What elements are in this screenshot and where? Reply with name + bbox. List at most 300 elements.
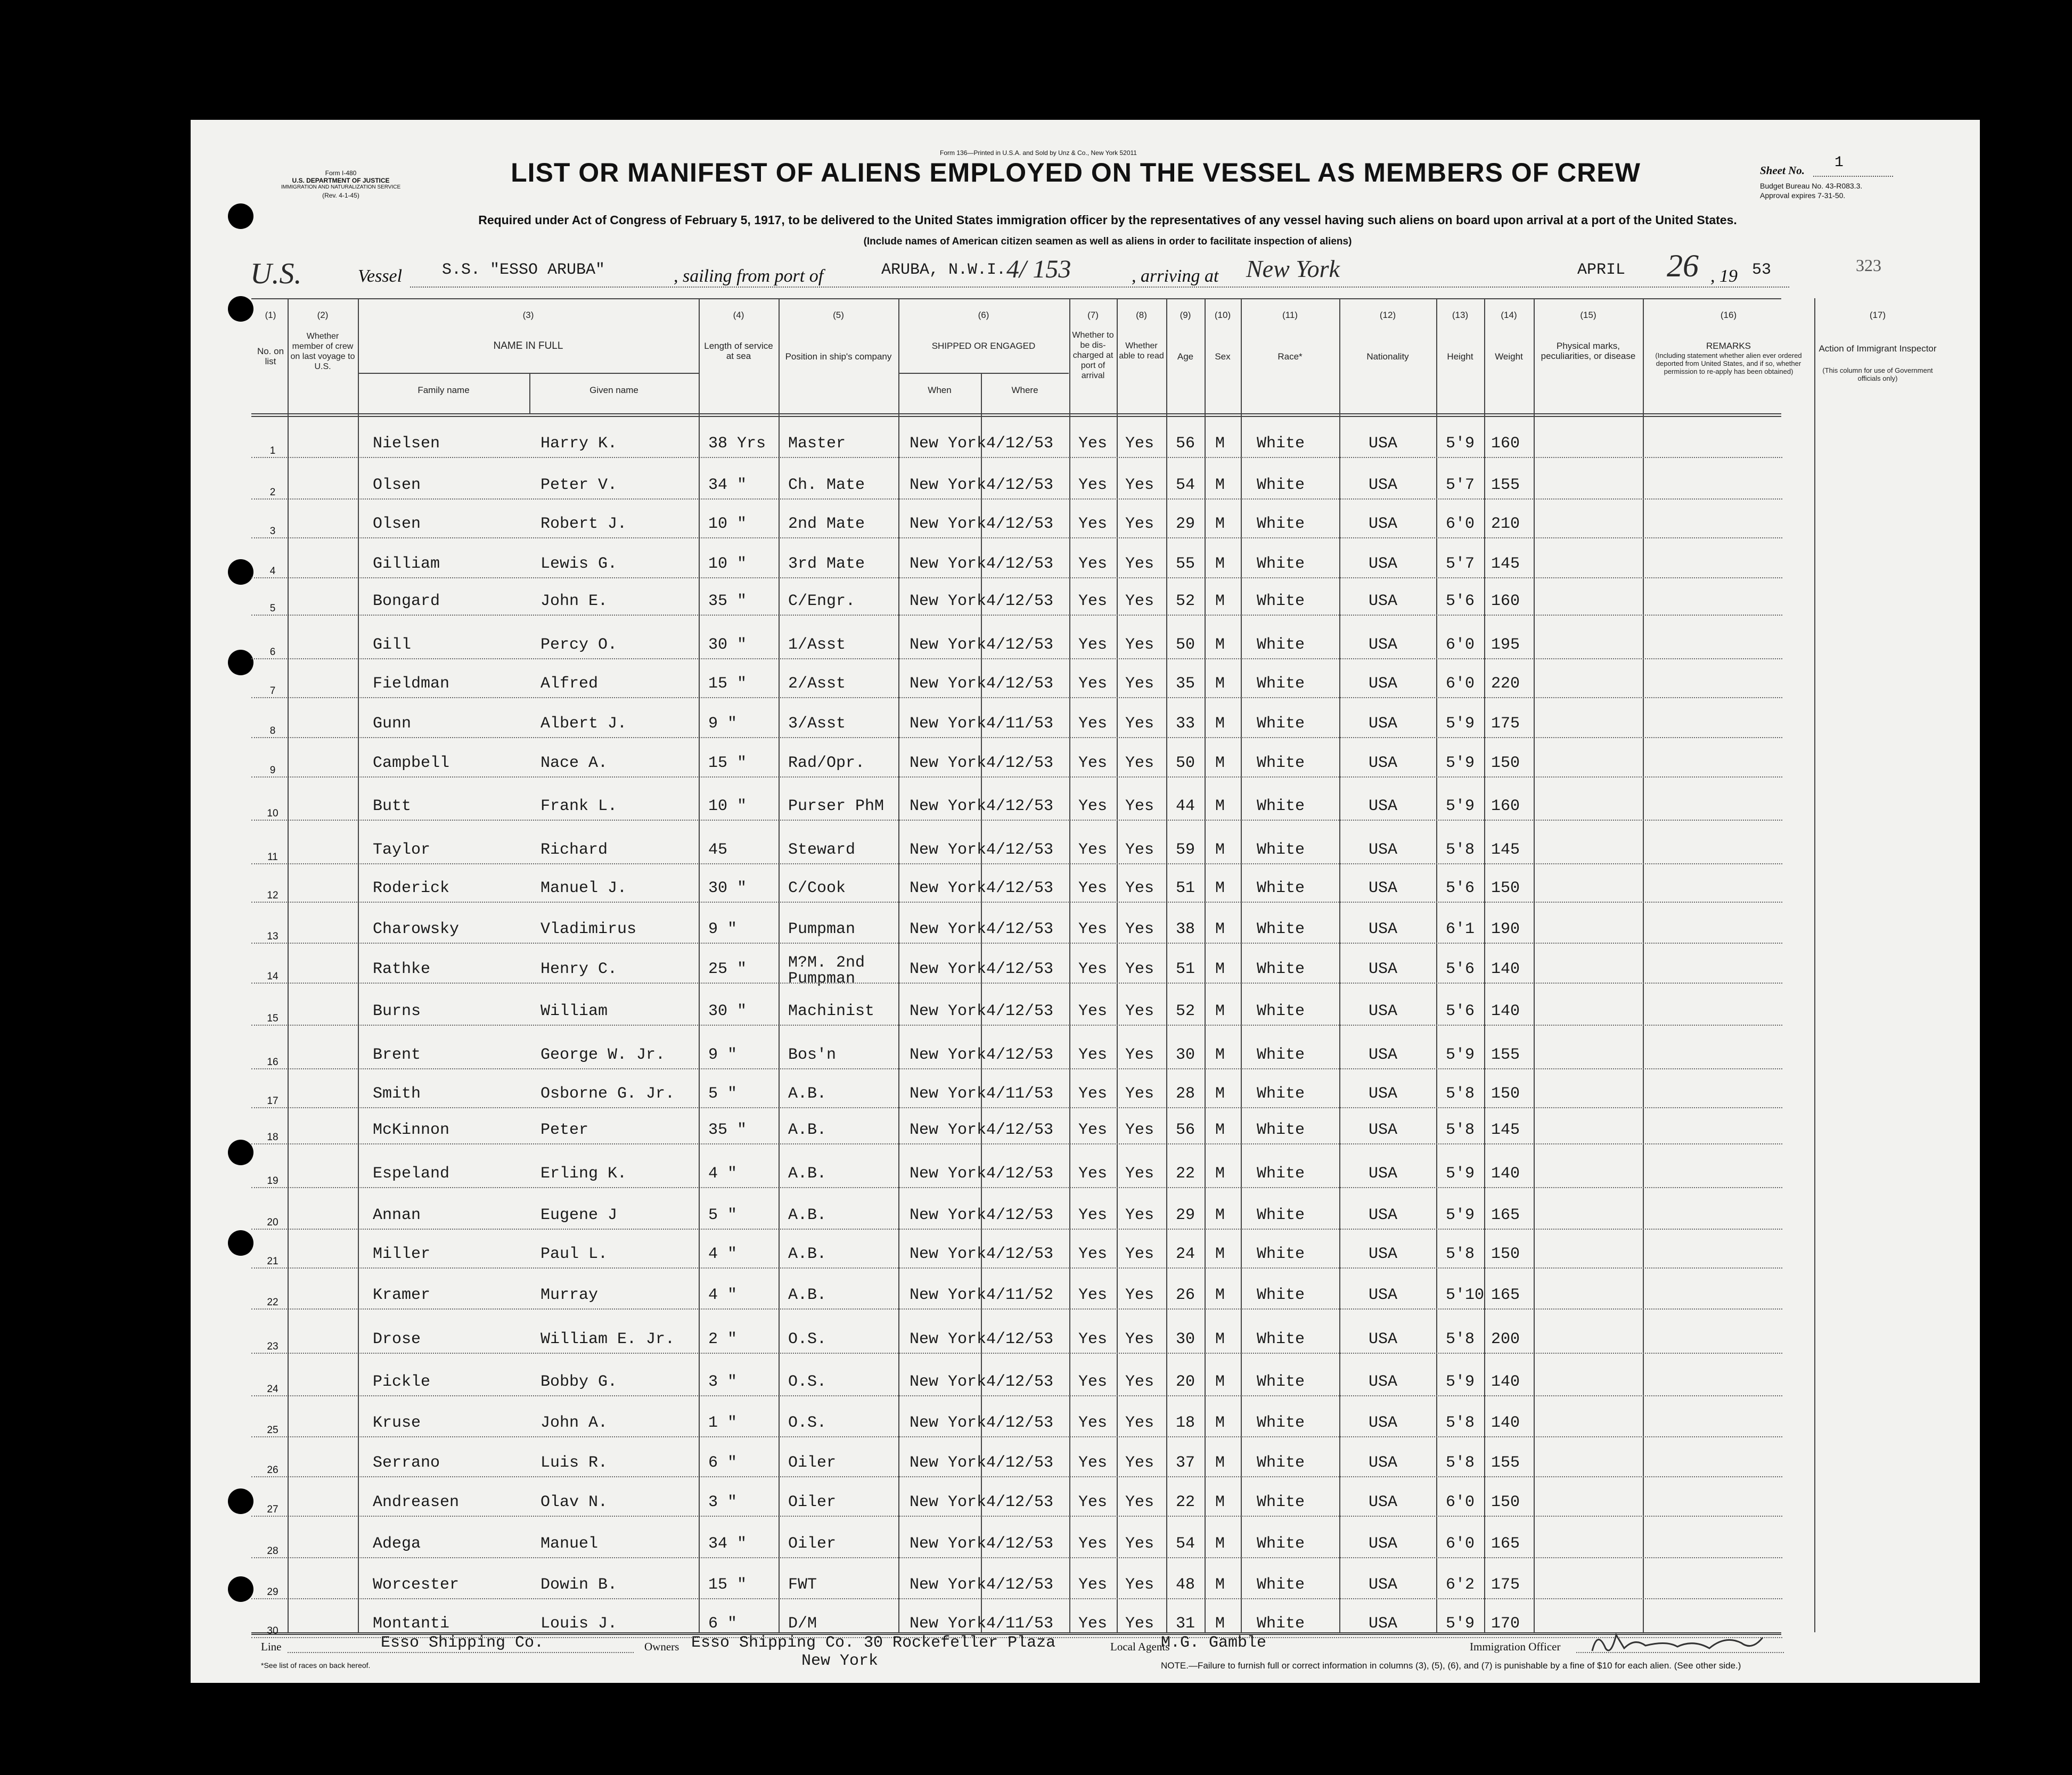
cell-given: John A. bbox=[540, 1414, 608, 1432]
cell-height: 5'9 bbox=[1446, 435, 1475, 453]
cell-discharged: Yes bbox=[1078, 797, 1108, 815]
vessel-label: Vessel bbox=[358, 266, 403, 286]
cell-service: 9 " bbox=[708, 920, 738, 938]
cell-position: A.B. bbox=[788, 1286, 827, 1304]
cell-service: 10 " bbox=[708, 555, 747, 573]
cell-where: 4/12/53 bbox=[986, 841, 1054, 859]
cell-family: Charowsky bbox=[373, 920, 460, 938]
cell-family: Gilliam bbox=[373, 555, 440, 573]
agents-value: M.G. Gamble bbox=[1161, 1634, 1267, 1652]
cell-height: 6'0 bbox=[1446, 515, 1475, 533]
cell-given: Erling K. bbox=[540, 1165, 627, 1183]
cell-sex: M bbox=[1215, 879, 1225, 897]
owners-city: New York bbox=[801, 1652, 879, 1670]
cell-where: 4/12/53 bbox=[986, 797, 1054, 815]
cell-age: 26 bbox=[1176, 1286, 1195, 1304]
cell-nationality: USA bbox=[1369, 1454, 1398, 1472]
cell-position: Bos'n bbox=[788, 1046, 837, 1064]
cell-when: New York bbox=[910, 1454, 987, 1472]
cell-weight: 165 bbox=[1491, 1206, 1520, 1224]
cell-service: 45 bbox=[708, 841, 728, 859]
cell-height: 6'0 bbox=[1446, 636, 1475, 654]
cell-race: White bbox=[1257, 841, 1305, 859]
row-number: 26 bbox=[267, 1465, 279, 1476]
cell-nationality: USA bbox=[1369, 879, 1398, 897]
cell-race: White bbox=[1257, 1002, 1305, 1020]
cell-sex: M bbox=[1215, 715, 1225, 733]
arrival-day: 26 bbox=[1667, 248, 1699, 283]
cell-nationality: USA bbox=[1369, 1206, 1398, 1224]
cell-service: 2 " bbox=[708, 1330, 738, 1348]
cell-age: 56 bbox=[1176, 435, 1195, 453]
cell-when: New York bbox=[910, 636, 987, 654]
cell-discharged: Yes bbox=[1078, 1493, 1108, 1511]
row-divider bbox=[251, 1308, 1782, 1310]
cell-read: Yes bbox=[1125, 960, 1154, 978]
cell-weight: 140 bbox=[1491, 960, 1520, 978]
cell-family: Smith bbox=[373, 1085, 421, 1103]
cell-position: FWT bbox=[788, 1576, 817, 1594]
cell-nationality: USA bbox=[1369, 754, 1398, 772]
row-number: 12 bbox=[267, 890, 279, 901]
cell-family: Campbell bbox=[373, 754, 450, 772]
form-revision: (Rev. 4-1-45) bbox=[322, 192, 359, 199]
cell-read: Yes bbox=[1125, 879, 1154, 897]
cell-when: New York bbox=[910, 1373, 987, 1391]
cell-family: Kruse bbox=[373, 1414, 421, 1432]
cell-service: 38 Yrs bbox=[708, 435, 766, 453]
cell-read: Yes bbox=[1125, 920, 1154, 938]
immigration-officer-label: Immigration Officer bbox=[1470, 1640, 1561, 1653]
cell-discharged: Yes bbox=[1078, 920, 1108, 938]
col-header-no: No. on list bbox=[257, 346, 284, 366]
cell-family: Andreasen bbox=[373, 1493, 460, 1511]
cell-weight: 165 bbox=[1491, 1286, 1520, 1304]
cell-position: 2/Asst bbox=[788, 675, 846, 693]
cell-family: Montanti bbox=[373, 1615, 450, 1633]
cell-where: 4/11/52 bbox=[986, 1286, 1054, 1304]
cell-weight: 145 bbox=[1491, 555, 1520, 573]
cell-service: 10 " bbox=[708, 515, 747, 533]
cell-when: New York bbox=[910, 1002, 987, 1020]
year-prefix: , 19 bbox=[1710, 266, 1738, 286]
cell-where: 4/12/53 bbox=[986, 1165, 1054, 1183]
col-header-physical-marks: Physical marks, peculiarities, or disease bbox=[1541, 341, 1636, 361]
line-label: Line bbox=[261, 1640, 282, 1653]
cell-position: Oiler bbox=[788, 1535, 837, 1553]
cell-race: White bbox=[1257, 1121, 1305, 1139]
cell-race: White bbox=[1257, 1373, 1305, 1391]
cell-read: Yes bbox=[1125, 1493, 1154, 1511]
cell-age: 51 bbox=[1176, 960, 1195, 978]
cell-height: 6'1 bbox=[1446, 920, 1475, 938]
cell-position: 2nd Mate bbox=[788, 515, 865, 533]
cell-discharged: Yes bbox=[1078, 879, 1108, 897]
cell-read: Yes bbox=[1125, 1330, 1154, 1348]
cell-race: White bbox=[1257, 960, 1305, 978]
cell-where: 4/12/53 bbox=[986, 592, 1054, 610]
owners-label: Owners bbox=[644, 1640, 679, 1653]
cell-race: White bbox=[1257, 435, 1305, 453]
cell-family: Butt bbox=[373, 797, 412, 815]
cell-sex: M bbox=[1215, 1373, 1225, 1391]
cell-sex: M bbox=[1215, 960, 1225, 978]
cell-height: 5'7 bbox=[1446, 555, 1475, 573]
cell-sex: M bbox=[1215, 754, 1225, 772]
cell-sex: M bbox=[1215, 841, 1225, 859]
cell-discharged: Yes bbox=[1078, 960, 1108, 978]
row-divider bbox=[251, 1107, 1782, 1108]
row-divider bbox=[251, 697, 1782, 698]
cell-service: 15 " bbox=[708, 1576, 747, 1594]
col-header-family-name: Family name bbox=[417, 385, 470, 395]
cell-nationality: USA bbox=[1369, 1245, 1398, 1263]
row-number: 3 bbox=[269, 526, 276, 537]
cell-position: Purser PhM bbox=[788, 797, 885, 815]
row-number: 1 bbox=[269, 445, 276, 456]
cell-given: William E. Jr. bbox=[540, 1330, 675, 1348]
cell-sex: M bbox=[1215, 1414, 1225, 1432]
form-id: Form I-480 bbox=[325, 169, 357, 177]
cell-age: 59 bbox=[1176, 841, 1195, 859]
cell-sex: M bbox=[1215, 1454, 1225, 1472]
cell-sex: M bbox=[1215, 1330, 1225, 1348]
row-divider bbox=[251, 737, 1782, 738]
cell-nationality: USA bbox=[1369, 476, 1398, 494]
cell-service: 3 " bbox=[708, 1493, 738, 1511]
cell-discharged: Yes bbox=[1078, 841, 1108, 859]
row-number: 2 bbox=[269, 487, 276, 498]
cell-position: Master bbox=[788, 435, 846, 453]
col-number: (1) bbox=[265, 310, 276, 320]
cell-where: 4/12/53 bbox=[986, 1454, 1054, 1472]
sheet-number: 1 bbox=[1835, 154, 1844, 171]
cell-race: White bbox=[1257, 1414, 1305, 1432]
cell-family: Roderick bbox=[373, 879, 450, 897]
row-number: 16 bbox=[267, 1057, 279, 1068]
row-number: 14 bbox=[267, 971, 279, 982]
col-number: (12) bbox=[1379, 310, 1396, 320]
cell-weight: 210 bbox=[1491, 515, 1520, 533]
cell-given: Peter V. bbox=[540, 476, 618, 494]
cell-nationality: USA bbox=[1369, 675, 1398, 693]
cell-weight: 150 bbox=[1491, 1085, 1520, 1103]
row-number: 5 bbox=[269, 603, 276, 614]
arrival-month: APRIL bbox=[1577, 261, 1626, 279]
punch-hole bbox=[228, 296, 253, 322]
cell-nationality: USA bbox=[1369, 1002, 1398, 1020]
cell-discharged: Yes bbox=[1078, 1206, 1108, 1224]
cell-position: A.B. bbox=[788, 1165, 827, 1183]
row-divider bbox=[251, 902, 1782, 903]
cell-where: 4/12/53 bbox=[986, 1535, 1054, 1553]
col-number: (9) bbox=[1180, 310, 1191, 320]
cell-weight: 150 bbox=[1491, 1245, 1520, 1263]
cell-age: 28 bbox=[1176, 1085, 1195, 1103]
cell-age: 35 bbox=[1176, 675, 1195, 693]
cell-weight: 140 bbox=[1491, 1165, 1520, 1183]
cell-discharged: Yes bbox=[1078, 476, 1108, 494]
cell-race: White bbox=[1257, 1046, 1305, 1064]
row-number: 18 bbox=[267, 1132, 279, 1143]
cell-where: 4/12/53 bbox=[986, 1121, 1054, 1139]
cell-where: 4/12/53 bbox=[986, 435, 1054, 453]
cell-given: Bobby G. bbox=[540, 1373, 618, 1391]
cell-family: Kramer bbox=[373, 1286, 431, 1304]
cell-position: O.S. bbox=[788, 1330, 827, 1348]
cell-given: Dowin B. bbox=[540, 1576, 618, 1594]
cell-family: Olsen bbox=[373, 476, 421, 494]
row-divider bbox=[251, 1143, 1782, 1144]
cell-age: 18 bbox=[1176, 1414, 1195, 1432]
cell-family: Pickle bbox=[373, 1373, 431, 1391]
row-divider bbox=[251, 537, 1782, 538]
cell-race: White bbox=[1257, 797, 1305, 815]
cell-height: 6'2 bbox=[1446, 1576, 1475, 1594]
col-header-discharged: Whether to be dis-charged at port of arrival bbox=[1072, 331, 1114, 380]
cell-given: Richard bbox=[540, 841, 608, 859]
cell-where: 4/12/53 bbox=[986, 1046, 1054, 1064]
cell-where: 4/11/53 bbox=[986, 715, 1054, 733]
cell-when: New York bbox=[910, 1085, 987, 1103]
cell-weight: 155 bbox=[1491, 476, 1520, 494]
cell-weight: 190 bbox=[1491, 920, 1520, 938]
cell-position: 1/Asst bbox=[788, 636, 846, 654]
cell-sex: M bbox=[1215, 1046, 1225, 1064]
cell-weight: 160 bbox=[1491, 435, 1520, 453]
cell-height: 6'0 bbox=[1446, 1493, 1475, 1511]
cell-position: C/Engr. bbox=[788, 592, 856, 610]
cell-discharged: Yes bbox=[1078, 754, 1108, 772]
cell-nationality: USA bbox=[1369, 797, 1398, 815]
cell-family: Miller bbox=[373, 1245, 431, 1263]
row-divider bbox=[251, 983, 1782, 984]
cell-read: Yes bbox=[1125, 1576, 1154, 1594]
cell-age: 31 bbox=[1176, 1615, 1195, 1633]
cell-service: 34 " bbox=[708, 476, 747, 494]
row-number: 10 bbox=[267, 808, 279, 819]
cell-nationality: USA bbox=[1369, 1121, 1398, 1139]
cell-service: 9 " bbox=[708, 715, 738, 733]
cell-height: 5'9 bbox=[1446, 715, 1475, 733]
cell-service: 4 " bbox=[708, 1165, 738, 1183]
row-divider bbox=[251, 1476, 1782, 1477]
cell-read: Yes bbox=[1125, 476, 1154, 494]
cell-height: 5'8 bbox=[1446, 1330, 1475, 1348]
row-number: 22 bbox=[267, 1297, 279, 1308]
cell-position: O.S. bbox=[788, 1414, 827, 1432]
cell-age: 51 bbox=[1176, 879, 1195, 897]
cell-age: 29 bbox=[1176, 515, 1195, 533]
cell-discharged: Yes bbox=[1078, 1576, 1108, 1594]
row-number: 7 bbox=[269, 685, 276, 697]
cell-where: 4/12/53 bbox=[986, 476, 1054, 494]
cell-weight: 160 bbox=[1491, 592, 1520, 610]
row-number: 24 bbox=[267, 1384, 279, 1395]
cell-when: New York bbox=[910, 1046, 987, 1064]
punch-hole bbox=[228, 1230, 253, 1256]
cell-race: White bbox=[1257, 515, 1305, 533]
cell-position: Machinist bbox=[788, 1002, 875, 1020]
cell-nationality: USA bbox=[1369, 435, 1398, 453]
cell-nationality: USA bbox=[1369, 1165, 1398, 1183]
cell-race: White bbox=[1257, 879, 1305, 897]
row-number: 19 bbox=[267, 1175, 279, 1187]
row-number: 4 bbox=[269, 566, 276, 577]
agents-label: Local Agents bbox=[1110, 1640, 1170, 1653]
col-header-weight: Weight bbox=[1495, 351, 1523, 362]
cell-height: 6'0 bbox=[1446, 1535, 1475, 1553]
cell-discharged: Yes bbox=[1078, 715, 1108, 733]
cell-given: Harry K. bbox=[540, 435, 618, 453]
cell-discharged: Yes bbox=[1078, 1245, 1108, 1263]
cell-race: White bbox=[1257, 476, 1305, 494]
cell-family: Gunn bbox=[373, 715, 412, 733]
arrival-year: 53 bbox=[1752, 261, 1772, 279]
cell-family: Taylor bbox=[373, 841, 431, 859]
departure-port: ARUBA, N.W.I. bbox=[881, 261, 1006, 279]
cell-nationality: USA bbox=[1369, 1414, 1398, 1432]
cell-given: Murray bbox=[540, 1286, 599, 1304]
row-divider bbox=[251, 658, 1782, 659]
cell-read: Yes bbox=[1125, 1286, 1154, 1304]
row-divider bbox=[251, 498, 1782, 500]
col-number: (5) bbox=[833, 310, 844, 320]
cell-given: Peter bbox=[540, 1121, 589, 1139]
cell-when: New York bbox=[910, 879, 987, 897]
cell-service: 9 " bbox=[708, 1046, 738, 1064]
col-number: (11) bbox=[1282, 310, 1298, 320]
cell-where: 4/12/53 bbox=[986, 515, 1054, 533]
cell-position: A.B. bbox=[788, 1206, 827, 1224]
cell-race: White bbox=[1257, 1286, 1305, 1304]
col-number: (4) bbox=[733, 310, 744, 320]
punch-hole bbox=[228, 1488, 253, 1514]
cell-nationality: USA bbox=[1369, 841, 1398, 859]
col-number: (6) bbox=[978, 310, 989, 320]
row-number: 21 bbox=[267, 1256, 279, 1267]
cell-weight: 170 bbox=[1491, 1615, 1520, 1633]
cell-weight: 145 bbox=[1491, 1121, 1520, 1139]
cell-when: New York bbox=[910, 592, 987, 610]
cell-read: Yes bbox=[1125, 1245, 1154, 1263]
cell-sex: M bbox=[1215, 1002, 1225, 1020]
col-header-read: Whether able to read bbox=[1119, 341, 1164, 361]
cell-position: Oiler bbox=[788, 1493, 837, 1511]
row-number: 6 bbox=[269, 647, 276, 658]
cell-read: Yes bbox=[1125, 435, 1154, 453]
cell-age: 30 bbox=[1176, 1330, 1195, 1348]
cell-where: 4/12/53 bbox=[986, 1245, 1054, 1263]
col-number: (2) bbox=[317, 310, 329, 320]
cell-family: Adega bbox=[373, 1535, 421, 1553]
handwritten-prefix: U.S. bbox=[250, 257, 302, 290]
cell-weight: 160 bbox=[1491, 797, 1520, 815]
cell-when: New York bbox=[910, 515, 987, 533]
cell-family: Rathke bbox=[373, 960, 431, 978]
cell-race: White bbox=[1257, 1165, 1305, 1183]
cell-family: Serrano bbox=[373, 1454, 440, 1472]
race-footnote: *See list of races on back hereof. bbox=[261, 1661, 371, 1670]
cell-when: New York bbox=[910, 1615, 987, 1633]
row-divider bbox=[251, 820, 1782, 821]
cell-given: Nace A. bbox=[540, 754, 608, 772]
cell-weight: 155 bbox=[1491, 1454, 1520, 1472]
cell-family: Burns bbox=[373, 1002, 421, 1020]
row-divider bbox=[251, 1395, 1782, 1396]
cell-sex: M bbox=[1215, 920, 1225, 938]
col-number: (13) bbox=[1452, 310, 1469, 320]
cell-nationality: USA bbox=[1369, 1576, 1398, 1594]
cell-sex: M bbox=[1215, 1245, 1225, 1263]
punch-hole bbox=[228, 1576, 253, 1602]
col-header-inspector-note: (This column for use of Government officials only) bbox=[1822, 366, 1933, 382]
cell-when: New York bbox=[910, 1245, 987, 1263]
row-number: 20 bbox=[267, 1217, 279, 1228]
cell-when: New York bbox=[910, 841, 987, 859]
row-divider bbox=[251, 776, 1782, 778]
cell-service: 5 " bbox=[708, 1085, 738, 1103]
col-header-sex: Sex bbox=[1215, 351, 1231, 362]
cell-read: Yes bbox=[1125, 675, 1154, 693]
cell-family: Worcester bbox=[373, 1576, 460, 1594]
cell-nationality: USA bbox=[1369, 592, 1398, 610]
cell-discharged: Yes bbox=[1078, 435, 1108, 453]
cell-when: New York bbox=[910, 960, 987, 978]
cell-family: Olsen bbox=[373, 515, 421, 533]
cell-position: 3rd Mate bbox=[788, 555, 865, 573]
cell-family: Brent bbox=[373, 1046, 421, 1064]
cell-read: Yes bbox=[1125, 636, 1154, 654]
cell-age: 33 bbox=[1176, 715, 1195, 733]
cell-given: Manuel bbox=[540, 1535, 599, 1553]
cell-race: White bbox=[1257, 1085, 1305, 1103]
cell-height: 6'0 bbox=[1446, 675, 1475, 693]
cell-given: Albert J. bbox=[540, 715, 627, 733]
page-stamp: 323 bbox=[1856, 256, 1881, 275]
cell-weight: 165 bbox=[1491, 1535, 1520, 1553]
row-number: 15 bbox=[267, 1013, 279, 1024]
cell-nationality: USA bbox=[1369, 515, 1398, 533]
cell-height: 5'7 bbox=[1446, 476, 1475, 494]
cell-read: Yes bbox=[1125, 754, 1154, 772]
cell-discharged: Yes bbox=[1078, 1373, 1108, 1391]
col-header-service: Length of service at sea bbox=[704, 341, 773, 361]
cell-discharged: Yes bbox=[1078, 1615, 1108, 1633]
cell-service: 4 " bbox=[708, 1286, 738, 1304]
row-divider bbox=[251, 1353, 1782, 1354]
cell-when: New York bbox=[910, 797, 987, 815]
cell-nationality: USA bbox=[1369, 1493, 1398, 1511]
cell-nationality: USA bbox=[1369, 1046, 1398, 1064]
officer-signature bbox=[1587, 1619, 1773, 1662]
cell-discharged: Yes bbox=[1078, 1454, 1108, 1472]
cell-service: 15 " bbox=[708, 754, 747, 772]
row-divider bbox=[251, 1598, 1782, 1599]
row-divider bbox=[251, 1187, 1782, 1188]
cell-when: New York bbox=[910, 1535, 987, 1553]
cell-height: 5'9 bbox=[1446, 797, 1475, 815]
cell-nationality: USA bbox=[1369, 1286, 1398, 1304]
cell-nationality: USA bbox=[1369, 920, 1398, 938]
cell-service: 25 " bbox=[708, 960, 747, 978]
col-number: (17) bbox=[1869, 310, 1886, 320]
cell-sex: M bbox=[1215, 1535, 1225, 1553]
punch-hole bbox=[228, 1140, 253, 1165]
cell-position: A.B. bbox=[788, 1245, 827, 1263]
cell-age: 37 bbox=[1176, 1454, 1195, 1472]
col-header-height: Height bbox=[1447, 351, 1473, 362]
